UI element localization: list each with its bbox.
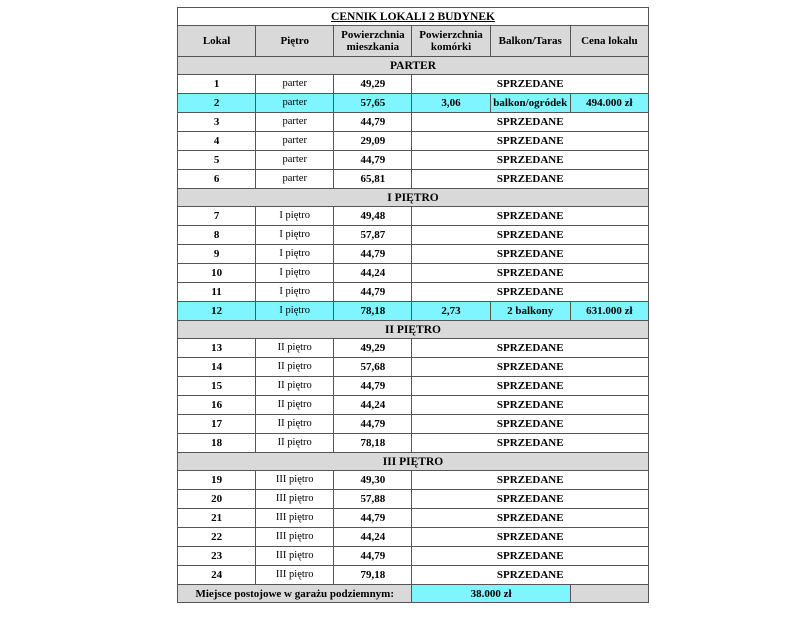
table-row xyxy=(178,170,649,189)
cell-powierzchnia: 44,79 xyxy=(334,547,412,566)
section-header-row xyxy=(178,57,649,75)
cell-lokal: 12 xyxy=(178,302,256,321)
section-header-row xyxy=(178,453,649,471)
section-header-row xyxy=(178,321,649,339)
cell-powierzchnia: 49,29 xyxy=(334,75,412,94)
cell-status: SPRZEDANE xyxy=(412,339,649,358)
cell-lokal: 14 xyxy=(178,358,256,377)
cell-lokal: 4 xyxy=(178,132,256,151)
page-title: CENNIK LOKALI 2 BUDYNEK xyxy=(178,8,649,26)
cell-status: SPRZEDANE xyxy=(412,490,649,509)
cell-powierzchnia: 29,09 xyxy=(334,132,412,151)
table-row xyxy=(178,396,649,415)
cell-powierzchnia: 78,18 xyxy=(334,302,412,321)
table-row xyxy=(178,509,649,528)
cell-pietro: III piętro xyxy=(256,471,334,490)
cell-lokal: 2 xyxy=(178,94,256,113)
cell-pietro: I piętro xyxy=(256,245,334,264)
cell-status: SPRZEDANE xyxy=(412,434,649,453)
table-row xyxy=(178,528,649,547)
table-row xyxy=(178,377,649,396)
cell-status: SPRZEDANE xyxy=(412,113,649,132)
cell-pietro: III piętro xyxy=(256,566,334,585)
table-row xyxy=(178,75,649,94)
cell-pietro: I piętro xyxy=(256,283,334,302)
cell-status: SPRZEDANE xyxy=(412,170,649,189)
section-header-row xyxy=(178,189,649,207)
empty-cell xyxy=(570,585,648,603)
cell-pietro: III piętro xyxy=(256,547,334,566)
cell-powierzchnia: 44,79 xyxy=(334,283,412,302)
cell-komorka: 2,73 xyxy=(412,302,490,321)
cell-pietro: II piętro xyxy=(256,415,334,434)
table-row-available xyxy=(178,94,649,113)
cell-lokal: 17 xyxy=(178,415,256,434)
cell-pietro: parter xyxy=(256,170,334,189)
table-row xyxy=(178,245,649,264)
cell-powierzchnia: 65,81 xyxy=(334,170,412,189)
cell-cena: 631.000 zł xyxy=(570,302,648,321)
cell-lokal: 19 xyxy=(178,471,256,490)
table-row xyxy=(178,566,649,585)
cell-lokal: 21 xyxy=(178,509,256,528)
table-row xyxy=(178,264,649,283)
cell-pietro: III piętro xyxy=(256,509,334,528)
cell-status: SPRZEDANE xyxy=(412,471,649,490)
cell-pietro: I piętro xyxy=(256,264,334,283)
cell-pietro: II piętro xyxy=(256,377,334,396)
cell-status: SPRZEDANE xyxy=(412,358,649,377)
cell-status: SPRZEDANE xyxy=(412,566,649,585)
cell-status: SPRZEDANE xyxy=(412,264,649,283)
cell-status: SPRZEDANE xyxy=(412,396,649,415)
cell-komorka: 3,06 xyxy=(412,94,490,113)
table-row xyxy=(178,113,649,132)
table-row xyxy=(178,207,649,226)
cell-pietro: I piętro xyxy=(256,207,334,226)
cell-powierzchnia: 44,79 xyxy=(334,415,412,434)
cell-pietro: II piętro xyxy=(256,434,334,453)
cell-pietro: parter xyxy=(256,75,334,94)
cell-powierzchnia: 57,88 xyxy=(334,490,412,509)
column-header-pow-mieszkania: Powierzchnia mieszkania xyxy=(334,26,412,57)
cell-cena: 494.000 zł xyxy=(570,94,648,113)
cell-pietro: parter xyxy=(256,151,334,170)
cell-balkon: 2 balkony xyxy=(490,302,570,321)
cell-lokal: 7 xyxy=(178,207,256,226)
cell-status: SPRZEDANE xyxy=(412,75,649,94)
table-row-available xyxy=(178,302,649,321)
cell-lokal: 20 xyxy=(178,490,256,509)
table-row xyxy=(178,339,649,358)
table-row xyxy=(178,415,649,434)
cell-status: SPRZEDANE xyxy=(412,151,649,170)
parking-price: 38.000 zł xyxy=(412,585,570,603)
cell-powierzchnia: 79,18 xyxy=(334,566,412,585)
cell-lokal: 8 xyxy=(178,226,256,245)
cell-pietro: II piętro xyxy=(256,339,334,358)
cell-powierzchnia: 44,24 xyxy=(334,396,412,415)
cell-powierzchnia: 44,24 xyxy=(334,528,412,547)
price-list-table xyxy=(177,7,649,603)
column-header-balkon: Balkon/Taras xyxy=(490,26,570,57)
cell-pietro: I piętro xyxy=(256,226,334,245)
table-row xyxy=(178,490,649,509)
cell-status: SPRZEDANE xyxy=(412,528,649,547)
cell-lokal: 10 xyxy=(178,264,256,283)
cell-pietro: II piętro xyxy=(256,358,334,377)
cell-status: SPRZEDANE xyxy=(412,377,649,396)
table-row xyxy=(178,358,649,377)
cell-pietro: I piętro xyxy=(256,302,334,321)
cell-status: SPRZEDANE xyxy=(412,207,649,226)
cell-lokal: 23 xyxy=(178,547,256,566)
cell-pietro: parter xyxy=(256,132,334,151)
cell-pietro: parter xyxy=(256,113,334,132)
cell-status: SPRZEDANE xyxy=(412,132,649,151)
cell-powierzchnia: 44,79 xyxy=(334,377,412,396)
cell-status: SPRZEDANE xyxy=(412,245,649,264)
cell-powierzchnia: 49,29 xyxy=(334,339,412,358)
cell-powierzchnia: 44,79 xyxy=(334,151,412,170)
cell-pietro: III piętro xyxy=(256,528,334,547)
column-header-pow-komorki: Powierzchnia komórki xyxy=(412,26,490,57)
cell-lokal: 11 xyxy=(178,283,256,302)
column-header-pietro: Piętro xyxy=(256,26,334,57)
cell-lokal: 6 xyxy=(178,170,256,189)
section-title: III PIĘTRO xyxy=(178,453,649,471)
section-title: I PIĘTRO xyxy=(178,189,649,207)
table-body xyxy=(178,57,649,585)
cell-powierzchnia: 57,87 xyxy=(334,226,412,245)
table-row xyxy=(178,151,649,170)
cell-pietro: III piętro xyxy=(256,490,334,509)
cell-balkon: balkon/ogródek xyxy=(490,94,570,113)
cell-status: SPRZEDANE xyxy=(412,283,649,302)
section-title: II PIĘTRO xyxy=(178,321,649,339)
cell-powierzchnia: 44,79 xyxy=(334,245,412,264)
cell-lokal: 18 xyxy=(178,434,256,453)
cell-lokal: 22 xyxy=(178,528,256,547)
cell-lokal: 16 xyxy=(178,396,256,415)
table-row xyxy=(178,547,649,566)
cell-lokal: 15 xyxy=(178,377,256,396)
cell-powierzchnia: 57,65 xyxy=(334,94,412,113)
cell-powierzchnia: 57,68 xyxy=(334,358,412,377)
table-row xyxy=(178,283,649,302)
cell-powierzchnia: 49,48 xyxy=(334,207,412,226)
cell-powierzchnia: 44,24 xyxy=(334,264,412,283)
cell-lokal: 5 xyxy=(178,151,256,170)
cell-lokal: 1 xyxy=(178,75,256,94)
cell-lokal: 3 xyxy=(178,113,256,132)
table-row xyxy=(178,434,649,453)
cell-status: SPRZEDANE xyxy=(412,415,649,434)
cell-powierzchnia: 44,79 xyxy=(334,509,412,528)
cell-powierzchnia: 49,30 xyxy=(334,471,412,490)
cell-lokal: 9 xyxy=(178,245,256,264)
section-title: PARTER xyxy=(178,57,649,75)
parking-label: Miejsce postojowe w garażu podziemnym: xyxy=(178,585,412,603)
cell-status: SPRZEDANE xyxy=(412,226,649,245)
cell-status: SPRZEDANE xyxy=(412,509,649,528)
parking-row xyxy=(178,585,649,603)
cell-status: SPRZEDANE xyxy=(412,547,649,566)
table-row xyxy=(178,471,649,490)
column-header-lokal: Lokal xyxy=(178,26,256,57)
table-row xyxy=(178,226,649,245)
cell-powierzchnia: 78,18 xyxy=(334,434,412,453)
cell-lokal: 24 xyxy=(178,566,256,585)
cell-pietro: parter xyxy=(256,94,334,113)
table-row xyxy=(178,132,649,151)
column-header-cena: Cena lokalu xyxy=(570,26,648,57)
cell-lokal: 13 xyxy=(178,339,256,358)
cell-powierzchnia: 44,79 xyxy=(334,113,412,132)
cell-pietro: II piętro xyxy=(256,396,334,415)
